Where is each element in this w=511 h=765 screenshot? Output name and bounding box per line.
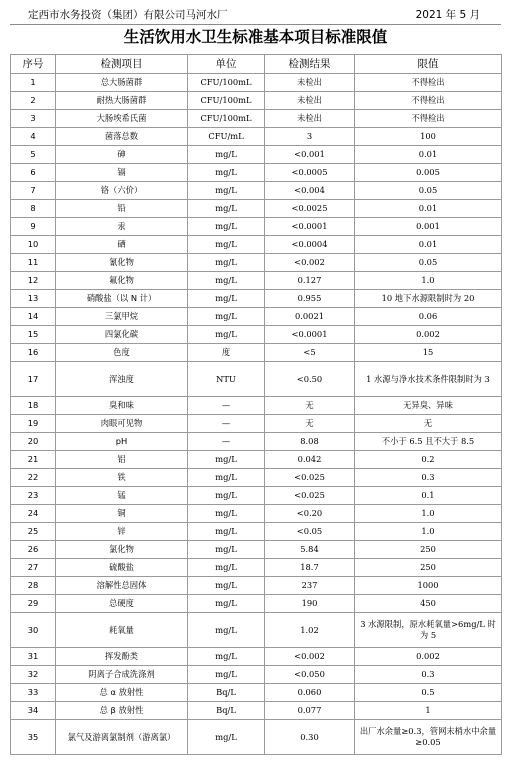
cell-result: <0.50	[265, 362, 355, 397]
cell-item: 耗氧量	[56, 613, 188, 648]
cell-item: 氟化物	[56, 272, 188, 290]
cell-index: 29	[11, 595, 56, 613]
water-standards-table	[10, 54, 502, 755]
table-row	[11, 362, 502, 397]
table-row	[11, 74, 502, 92]
table-row	[11, 415, 502, 433]
table-row	[11, 182, 502, 200]
cell-limit: 出厂水余量≥0.3，管网末梢水中余量≥0.05	[355, 720, 502, 755]
table-row	[11, 648, 502, 666]
table-row	[11, 469, 502, 487]
cell-limit: 250	[355, 559, 502, 577]
cell-result: 未检出	[265, 74, 355, 92]
cell-unit: 度	[188, 344, 265, 362]
table-row	[11, 290, 502, 308]
cell-unit: mg/L	[188, 182, 265, 200]
cell-limit: 3 水源限制，原水耗氧量>6mg/L 时为 5	[355, 613, 502, 648]
cell-limit: 10 地下水源限制时为 20	[355, 290, 502, 308]
cell-item: 氯化物	[56, 541, 188, 559]
cell-result: <0.050	[265, 666, 355, 684]
cell-result: 0.30	[265, 720, 355, 755]
report-date: 2021 年 5 月	[415, 9, 480, 21]
cell-unit: mg/L	[188, 720, 265, 755]
cell-result: 0.060	[265, 684, 355, 702]
table-row	[11, 523, 502, 541]
cell-limit: 0.001	[355, 218, 502, 236]
cell-index: 5	[11, 146, 56, 164]
cell-unit: mg/L	[188, 164, 265, 182]
cell-limit: 不小于 6.5 且不大于 8.5	[355, 433, 502, 451]
cell-result: 237	[265, 577, 355, 595]
cell-result: 0.0021	[265, 308, 355, 326]
cell-item: 总硬度	[56, 595, 188, 613]
cell-index: 15	[11, 326, 56, 344]
cell-unit: mg/L	[188, 523, 265, 541]
cell-result: 8.08	[265, 433, 355, 451]
cell-unit: mg/L	[188, 451, 265, 469]
cell-unit: mg/L	[188, 666, 265, 684]
cell-item: 汞	[56, 218, 188, 236]
cell-unit: NTU	[188, 362, 265, 397]
cell-index: 25	[11, 523, 56, 541]
cell-index: 10	[11, 236, 56, 254]
cell-limit: 15	[355, 344, 502, 362]
cell-limit: 0.3	[355, 469, 502, 487]
cell-item: 铝	[56, 451, 188, 469]
cell-result: 无	[265, 397, 355, 415]
cell-unit: mg/L	[188, 200, 265, 218]
cell-unit: mg/L	[188, 308, 265, 326]
table-header-row	[11, 55, 502, 74]
cell-index: 1	[11, 74, 56, 92]
cell-item: 阴离子合成洗涤剂	[56, 666, 188, 684]
cell-result: <5	[265, 344, 355, 362]
cell-result: 190	[265, 595, 355, 613]
cell-unit: mg/L	[188, 559, 265, 577]
table-body	[11, 74, 502, 755]
cell-limit: 0.2	[355, 451, 502, 469]
cell-result: <0.0004	[265, 236, 355, 254]
table-row	[11, 666, 502, 684]
cell-limit: 不得检出	[355, 74, 502, 92]
cell-result: <0.002	[265, 254, 355, 272]
table-row	[11, 684, 502, 702]
cell-limit: 100	[355, 128, 502, 146]
cell-index: 3	[11, 110, 56, 128]
cell-index: 28	[11, 577, 56, 595]
cell-item: pH	[56, 433, 188, 451]
cell-item: 臭和味	[56, 397, 188, 415]
cell-result: <0.025	[265, 469, 355, 487]
cell-unit: mg/L	[188, 236, 265, 254]
cell-result: 未检出	[265, 92, 355, 110]
cell-index: 16	[11, 344, 56, 362]
cell-limit: 0.002	[355, 648, 502, 666]
cell-index: 23	[11, 487, 56, 505]
cell-index: 27	[11, 559, 56, 577]
cell-index: 20	[11, 433, 56, 451]
table-row	[11, 397, 502, 415]
document-title: 生活饮用水卫生标准基本项目标准限值	[123, 28, 388, 46]
cell-item: 镉	[56, 164, 188, 182]
cell-limit: 0.005	[355, 164, 502, 182]
cell-result: <0.0001	[265, 326, 355, 344]
cell-unit: Bq/L	[188, 684, 265, 702]
cell-unit: —	[188, 433, 265, 451]
table-row	[11, 344, 502, 362]
cell-result: <0.0025	[265, 200, 355, 218]
cell-index: 21	[11, 451, 56, 469]
cell-unit: CFU/100mL	[188, 92, 265, 110]
organization-name: 定西市水务投资（集团）有限公司马河水厂	[28, 9, 228, 21]
cell-result: 0.077	[265, 702, 355, 720]
cell-item: 铜	[56, 505, 188, 523]
table-row	[11, 451, 502, 469]
cell-limit: 无异臭、异味	[355, 397, 502, 415]
cell-unit: mg/L	[188, 577, 265, 595]
cell-index: 8	[11, 200, 56, 218]
column-header-index: 序号	[11, 55, 56, 74]
cell-item: 锰	[56, 487, 188, 505]
cell-limit: 1 水源与净水技术条件限制时为 3	[355, 362, 502, 397]
cell-index: 2	[11, 92, 56, 110]
table-row	[11, 433, 502, 451]
table-row	[11, 613, 502, 648]
table-row	[11, 254, 502, 272]
cell-result: 无	[265, 415, 355, 433]
cell-item: 铬（六价）	[56, 182, 188, 200]
table-row	[11, 272, 502, 290]
page-header	[0, 7, 511, 23]
column-header-item: 检测项目	[56, 55, 188, 74]
cell-index: 14	[11, 308, 56, 326]
table-row	[11, 541, 502, 559]
cell-item: 锌	[56, 523, 188, 541]
cell-limit: 1.0	[355, 523, 502, 541]
cell-result: 0.955	[265, 290, 355, 308]
cell-unit: CFU/100mL	[188, 110, 265, 128]
cell-unit: —	[188, 397, 265, 415]
table-row	[11, 164, 502, 182]
cell-item: 肉眼可见物	[56, 415, 188, 433]
cell-item: 三氯甲烷	[56, 308, 188, 326]
cell-index: 34	[11, 702, 56, 720]
cell-item: 氯气及游离氯制剂（游离氯）	[56, 720, 188, 755]
table-row	[11, 720, 502, 755]
cell-result: 3	[265, 128, 355, 146]
cell-limit: 无	[355, 415, 502, 433]
table-row	[11, 236, 502, 254]
cell-limit: 1.0	[355, 505, 502, 523]
cell-item: 硝酸盐（以 N 计）	[56, 290, 188, 308]
cell-item: 砷	[56, 146, 188, 164]
cell-unit: mg/L	[188, 146, 265, 164]
column-header-result: 检测结果	[265, 55, 355, 74]
cell-unit: mg/L	[188, 505, 265, 523]
cell-unit: mg/L	[188, 613, 265, 648]
cell-result: <0.002	[265, 648, 355, 666]
cell-result: <0.20	[265, 505, 355, 523]
cell-limit: 不得检出	[355, 92, 502, 110]
cell-index: 17	[11, 362, 56, 397]
header-divider	[10, 24, 501, 25]
cell-result: 5.84	[265, 541, 355, 559]
cell-item: 挥发酚类	[56, 648, 188, 666]
table-row	[11, 146, 502, 164]
cell-index: 12	[11, 272, 56, 290]
cell-unit: mg/L	[188, 648, 265, 666]
cell-unit: mg/L	[188, 326, 265, 344]
cell-result: 未检出	[265, 110, 355, 128]
cell-limit: 1.0	[355, 272, 502, 290]
cell-unit: CFU/100mL	[188, 74, 265, 92]
cell-item: 溶解性总固体	[56, 577, 188, 595]
cell-index: 26	[11, 541, 56, 559]
cell-result: <0.004	[265, 182, 355, 200]
cell-limit: 450	[355, 595, 502, 613]
cell-item: 大肠埃希氏菌	[56, 110, 188, 128]
cell-item: 总 β 放射性	[56, 702, 188, 720]
cell-item: 总 α 放射性	[56, 684, 188, 702]
table-row	[11, 308, 502, 326]
cell-result: <0.001	[265, 146, 355, 164]
cell-index: 24	[11, 505, 56, 523]
cell-limit: 0.01	[355, 146, 502, 164]
cell-result: <0.025	[265, 487, 355, 505]
cell-result: 1.02	[265, 613, 355, 648]
table-row	[11, 595, 502, 613]
cell-item: 总大肠菌群	[56, 74, 188, 92]
cell-item: 浑浊度	[56, 362, 188, 397]
table-row	[11, 505, 502, 523]
cell-item: 四氯化碳	[56, 326, 188, 344]
cell-index: 31	[11, 648, 56, 666]
cell-index: 4	[11, 128, 56, 146]
cell-item: 硫酸盐	[56, 559, 188, 577]
table-row	[11, 92, 502, 110]
cell-limit: 1000	[355, 577, 502, 595]
cell-unit: mg/L	[188, 290, 265, 308]
cell-limit: 0.06	[355, 308, 502, 326]
cell-index: 30	[11, 613, 56, 648]
cell-unit: mg/L	[188, 218, 265, 236]
table-row	[11, 200, 502, 218]
table-row	[11, 559, 502, 577]
table-row	[11, 487, 502, 505]
cell-item: 耐热大肠菌群	[56, 92, 188, 110]
cell-limit: 0.002	[355, 326, 502, 344]
cell-limit: 0.01	[355, 200, 502, 218]
table-row	[11, 577, 502, 595]
cell-item: 铅	[56, 200, 188, 218]
table-row	[11, 110, 502, 128]
cell-index: 11	[11, 254, 56, 272]
cell-index: 9	[11, 218, 56, 236]
table-row	[11, 326, 502, 344]
cell-limit: 1	[355, 702, 502, 720]
table-row	[11, 702, 502, 720]
cell-limit: 0.05	[355, 182, 502, 200]
cell-limit: 0.1	[355, 487, 502, 505]
cell-result: <0.0005	[265, 164, 355, 182]
cell-index: 35	[11, 720, 56, 755]
cell-index: 19	[11, 415, 56, 433]
cell-index: 33	[11, 684, 56, 702]
table-row	[11, 128, 502, 146]
cell-item: 氰化物	[56, 254, 188, 272]
cell-result: <0.05	[265, 523, 355, 541]
cell-result: 0.042	[265, 451, 355, 469]
cell-limit: 250	[355, 541, 502, 559]
cell-index: 22	[11, 469, 56, 487]
cell-limit: 0.01	[355, 236, 502, 254]
cell-item: 菌落总数	[56, 128, 188, 146]
column-header-unit: 单位	[188, 55, 265, 74]
cell-result: 18.7	[265, 559, 355, 577]
cell-limit: 0.3	[355, 666, 502, 684]
cell-unit: CFU/mL	[188, 128, 265, 146]
cell-limit: 0.05	[355, 254, 502, 272]
cell-limit: 不得检出	[355, 110, 502, 128]
cell-item: 铁	[56, 469, 188, 487]
cell-index: 18	[11, 397, 56, 415]
cell-index: 7	[11, 182, 56, 200]
cell-limit: 0.5	[355, 684, 502, 702]
cell-unit: Bq/L	[188, 702, 265, 720]
cell-result: 0.127	[265, 272, 355, 290]
cell-index: 13	[11, 290, 56, 308]
cell-item: 硒	[56, 236, 188, 254]
column-header-limit: 限值	[355, 55, 502, 74]
cell-unit: mg/L	[188, 469, 265, 487]
cell-index: 32	[11, 666, 56, 684]
cell-item: 色度	[56, 344, 188, 362]
cell-unit: mg/L	[188, 541, 265, 559]
cell-unit: mg/L	[188, 254, 265, 272]
table-row	[11, 218, 502, 236]
cell-unit: mg/L	[188, 595, 265, 613]
cell-unit: mg/L	[188, 272, 265, 290]
cell-unit: —	[188, 415, 265, 433]
cell-result: <0.0001	[265, 218, 355, 236]
cell-index: 6	[11, 164, 56, 182]
cell-unit: mg/L	[188, 487, 265, 505]
